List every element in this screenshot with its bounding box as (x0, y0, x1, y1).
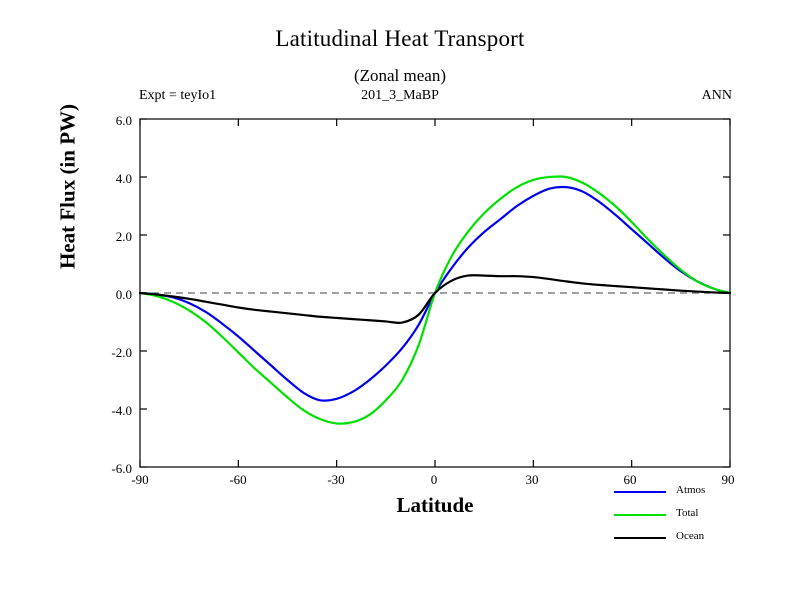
y-tick-label: -2.0 (111, 345, 132, 360)
y-tick-label: 0.0 (115, 287, 132, 302)
x-tick-label: -30 (327, 472, 345, 487)
chart-subtitle: (Zonal mean) (353, 66, 447, 85)
legend-label: Total (676, 507, 699, 519)
legend-label: Ocean (676, 530, 705, 542)
y-tick-label: 2.0 (115, 229, 132, 244)
series-line-total (140, 176, 730, 423)
x-tick-label: 0 (430, 472, 438, 487)
x-axis-label: Latitude (396, 493, 474, 517)
legend-item (614, 483, 784, 506)
season-label: ANN (701, 88, 732, 103)
x-tick-label: 90 (721, 472, 735, 487)
legend-item (614, 506, 784, 529)
x-tick-label: -60 (229, 472, 247, 487)
y-tick-label: 4.0 (115, 171, 132, 186)
legend-swatch (614, 537, 666, 539)
legend (614, 483, 784, 552)
chart-title: Latitudinal Heat Transport (275, 26, 525, 51)
experiment-label: Expt = teyIo1 (139, 88, 217, 103)
dataset-label: 201_3_MaBP (361, 88, 439, 103)
y-axis-label: Heat Flux (in PW) (55, 103, 80, 270)
legend-swatch (614, 491, 666, 493)
x-tick-label: 30 (525, 472, 539, 487)
legend-swatch (614, 514, 666, 516)
y-tick-label: 6.0 (115, 113, 132, 128)
legend-label: Atmos (676, 484, 706, 496)
x-tick-label: 60 (623, 472, 637, 487)
data-series-group (140, 176, 730, 423)
legend-item (614, 529, 784, 552)
y-tick-label: -6.0 (111, 461, 132, 476)
series-line-ocean (140, 275, 730, 323)
y-tick-label: -4.0 (111, 403, 132, 418)
x-tick-label: -90 (131, 472, 149, 487)
